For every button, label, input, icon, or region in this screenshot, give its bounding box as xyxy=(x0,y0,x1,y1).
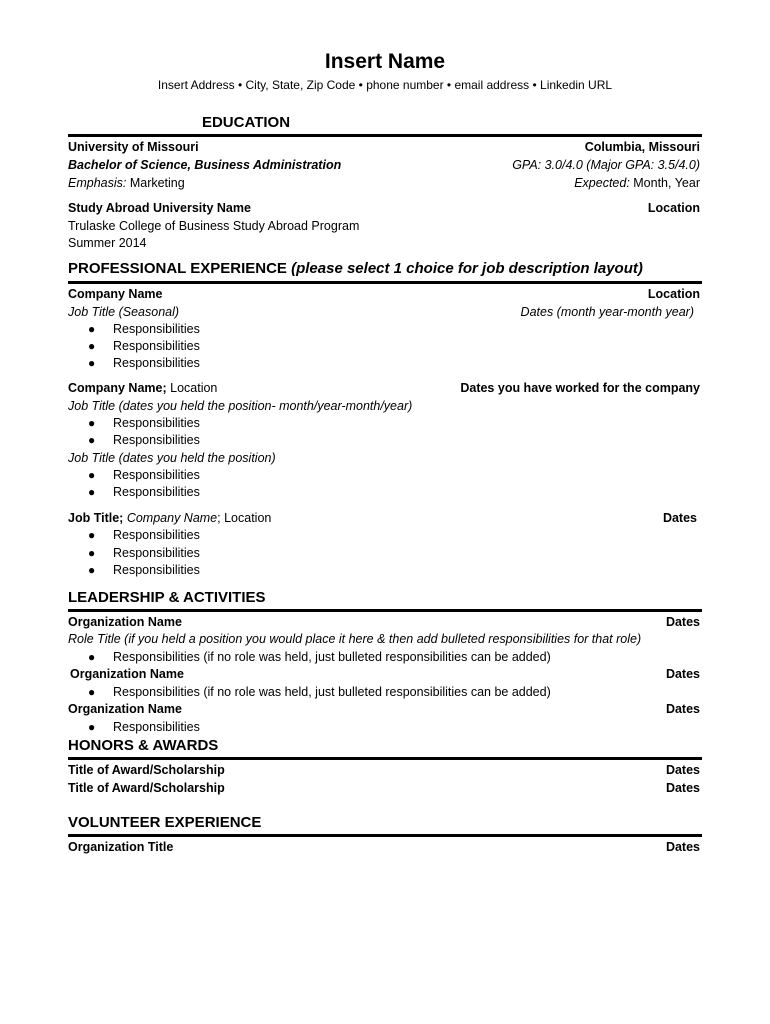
job2-dates: Dates you have worked for the company xyxy=(460,381,700,395)
job2-title2: Job Title (dates you held the position) xyxy=(68,451,276,465)
job1-row xyxy=(68,286,700,303)
org1-name: Organization Name xyxy=(68,615,182,629)
list-item xyxy=(88,355,200,372)
org1-role: Role Title (if you held a position you would place it here & then add bulleted responsibilities for that role) xyxy=(68,632,642,646)
list-item xyxy=(88,684,551,701)
honors-heading: HONORS & AWARDS xyxy=(68,737,219,754)
list-item xyxy=(88,719,200,736)
school1-name: University of Missouri xyxy=(68,140,199,154)
job3-title-company xyxy=(68,510,271,527)
school2-program: Trulaske College of Business Study Abroad Program xyxy=(68,219,360,233)
bullet-text: Responsibilities xyxy=(113,528,200,542)
org1-role-row xyxy=(68,631,700,648)
job3-dates: Dates xyxy=(662,511,697,525)
bullet-text: Responsibilities xyxy=(113,485,200,499)
bullet-text: Responsibilities xyxy=(113,322,200,336)
bullet-text: Responsibilities xyxy=(113,433,200,447)
list-item xyxy=(88,467,200,484)
org2-dates: Dates xyxy=(665,667,700,681)
job3-separator: ; xyxy=(217,511,221,525)
school2-program-row xyxy=(68,218,700,235)
org2-row xyxy=(70,666,700,683)
job1-company: Company Name xyxy=(68,287,163,301)
school2-row xyxy=(68,200,700,217)
bullet-icon: ● xyxy=(88,485,96,499)
bullet-icon: ● xyxy=(88,433,96,447)
award-row xyxy=(68,762,700,779)
bullet-text: Responsibilities (if no role was held, just bulleted responsibilities can be added) xyxy=(113,685,551,699)
emphasis-label: Emphasis: xyxy=(68,176,127,190)
experience-heading xyxy=(68,260,643,277)
org3-dates: Dates xyxy=(665,702,700,716)
volunteer-title: Organization Title xyxy=(68,840,174,854)
job2-company-location xyxy=(68,380,217,397)
list-item xyxy=(88,562,200,579)
experience-heading-text: PROFESSIONAL EXPERIENCE xyxy=(68,260,287,277)
award-dates: Dates xyxy=(665,781,700,795)
section-divider xyxy=(68,834,702,837)
education-heading: EDUCATION xyxy=(201,114,291,131)
job1-title: Job Title (Seasonal) xyxy=(68,305,180,319)
bullet-icon: ● xyxy=(88,720,96,734)
resume-name: Insert Name xyxy=(324,50,446,73)
job3-company: Company Name xyxy=(123,511,218,525)
job2-title1-row xyxy=(68,398,700,415)
volunteer-row xyxy=(68,839,700,856)
bullet-icon: ● xyxy=(88,528,96,542)
volunteer-heading: VOLUNTEER EXPERIENCE xyxy=(68,814,262,831)
award-title: Title of Award/Scholarship xyxy=(68,781,225,795)
bullet-icon: ● xyxy=(88,563,96,577)
award-title: Title of Award/Scholarship xyxy=(68,763,225,777)
list-item xyxy=(88,338,200,355)
expected-value: Month, Year xyxy=(629,176,700,190)
job3-title: Job Title; xyxy=(68,511,124,525)
list-item xyxy=(88,432,200,449)
bullet-icon: ● xyxy=(88,468,96,482)
bullet-text: Responsibilities xyxy=(113,356,200,370)
bullet-icon: ● xyxy=(88,416,96,430)
expected-label: Expected: xyxy=(574,176,630,190)
org1-row xyxy=(68,614,700,631)
job2-company: Company Name; xyxy=(68,381,167,395)
list-item xyxy=(88,415,200,432)
job2-title1: Job Title (dates you held the position- month/year-month/year) xyxy=(68,399,413,413)
volunteer-dates: Dates xyxy=(665,840,700,854)
org3-name: Organization Name xyxy=(68,702,182,716)
bullet-icon: ● xyxy=(88,685,96,699)
leadership-heading: LEADERSHIP & ACTIVITIES xyxy=(68,589,266,606)
job1-location: Location xyxy=(647,287,700,301)
school2-term: Summer 2014 xyxy=(68,236,147,250)
school1-emphasis xyxy=(68,175,185,192)
bullet-text: Responsibilities (if no role was held, just bulleted responsibilities can be added) xyxy=(113,650,551,664)
school2-name: Study Abroad University Name xyxy=(68,201,251,215)
award-row xyxy=(68,780,700,797)
section-divider xyxy=(68,281,702,284)
school2-location: Location xyxy=(647,201,700,215)
job1-title-row xyxy=(68,304,700,321)
list-item xyxy=(88,649,551,666)
job2-row xyxy=(68,380,700,397)
list-item xyxy=(88,545,200,562)
section-divider xyxy=(68,609,702,612)
contact-line: Insert Address • City, State, Zip Code • phone number • email address • Linkedin URL xyxy=(157,78,613,92)
bullet-icon: ● xyxy=(88,322,96,336)
experience-heading-note: (please select 1 choice for job description layout) xyxy=(286,260,643,277)
school1-expected xyxy=(574,175,700,192)
bullet-icon: ● xyxy=(88,546,96,560)
job2-title2-row xyxy=(68,450,700,467)
bullet-icon: ● xyxy=(88,650,96,664)
school1-degree: Bachelor of Science, Business Administration xyxy=(68,158,342,172)
bullet-text: Responsibilities xyxy=(113,339,200,353)
list-item xyxy=(88,321,200,338)
bullet-text: Responsibilities xyxy=(113,563,200,577)
bullet-icon: ● xyxy=(88,339,96,353)
section-divider xyxy=(68,134,702,137)
org3-row xyxy=(68,701,700,718)
list-item xyxy=(88,484,200,501)
section-divider xyxy=(68,757,702,760)
org1-dates: Dates xyxy=(665,615,700,629)
list-item xyxy=(88,527,200,544)
bullet-icon: ● xyxy=(88,356,96,370)
school1-location: Columbia, Missouri xyxy=(584,140,700,154)
org2-name: Organization Name xyxy=(70,667,184,681)
emphasis-value: Marketing xyxy=(126,176,185,190)
job3-location: Location xyxy=(220,511,272,525)
bullet-text: Responsibilities xyxy=(113,416,200,430)
bullet-text: Responsibilities xyxy=(113,546,200,560)
school1-emphasis-row xyxy=(68,175,700,192)
school2-term-row xyxy=(68,235,700,252)
bullet-text: Responsibilities xyxy=(113,468,200,482)
school1-degree-row xyxy=(68,157,700,174)
school1-row xyxy=(68,139,700,156)
award-dates: Dates xyxy=(665,763,700,777)
bullet-text: Responsibilities xyxy=(113,720,200,734)
job1-dates: Dates (month year-month year) xyxy=(520,305,694,319)
job2-location: Location xyxy=(166,381,218,395)
school1-gpa: GPA: 3.0/4.0 (Major GPA: 3.5/4.0) xyxy=(512,158,700,172)
job3-row xyxy=(68,510,700,527)
